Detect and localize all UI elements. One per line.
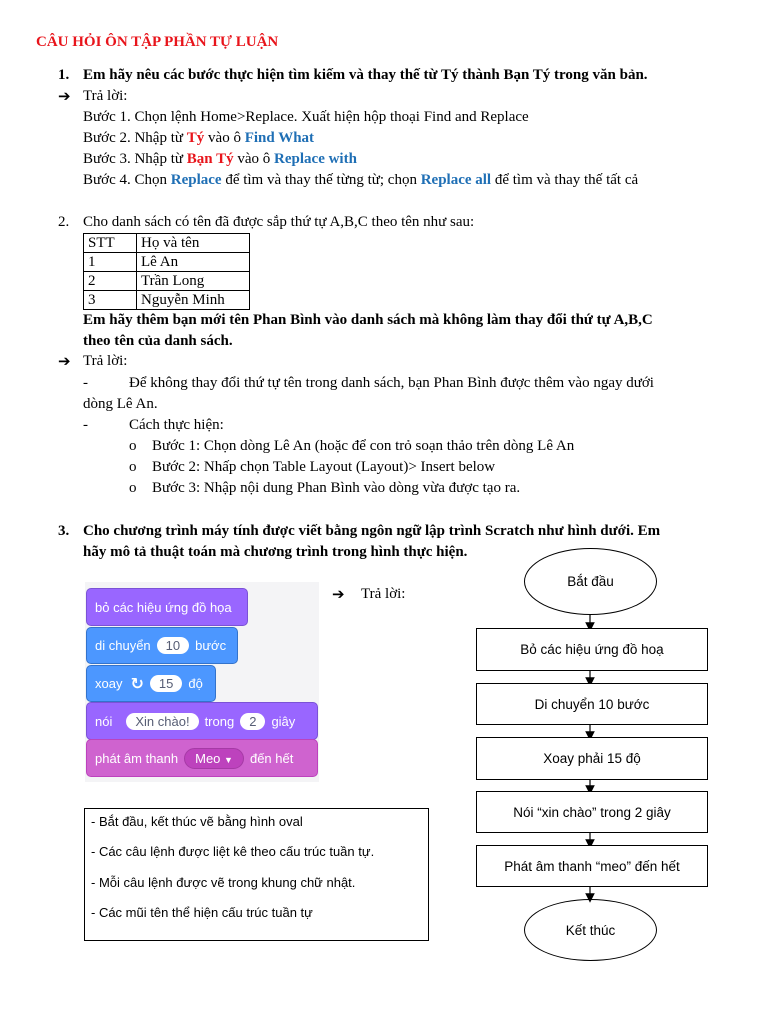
- block-input: 10: [157, 637, 189, 654]
- block-input: 2: [240, 713, 265, 730]
- note-item: - Mỗi câu lệnh được vẽ trong khung chữ nhật.: [91, 875, 356, 890]
- q2-number: 2.: [58, 214, 70, 230]
- q2-substep3: Bước 3: Nhập nội dung Phan Bình vào dòng vừa được tạo ra.: [152, 480, 521, 496]
- table-cell: Nguyễn Minh: [137, 291, 250, 310]
- bullet-marker: o: [129, 459, 137, 475]
- q2-substep2: Bước 2: Nhấp chọn Table Layout (Layout)> Insert below: [152, 459, 496, 475]
- table-header: STT: [84, 234, 137, 253]
- rotate-right-icon: ↻: [130, 674, 144, 693]
- block-label: xoay: [95, 676, 123, 691]
- flowchart-step: [476, 683, 708, 725]
- note-item: - Bắt đầu, kết thúc vẽ bằng hình oval: [91, 814, 303, 829]
- table-cell: 3: [84, 291, 137, 310]
- flowchart-step-label: Xoay phải 15 độ: [543, 751, 641, 766]
- block-label: đến hết: [249, 750, 294, 766]
- bullet-marker: o: [129, 438, 137, 454]
- page-title: CÂU HỎI ÔN TẬP PHẦN TỰ LUẬN: [36, 34, 279, 50]
- bullet-marker: o: [129, 480, 137, 496]
- block-label: di chuyển: [95, 638, 151, 653]
- q1-step4: Bước 4. Chọn Replace để tìm và thay thế từng từ; chọn Replace all để tìm và thay thế tất cả: [83, 172, 639, 188]
- block-label: bước: [195, 638, 227, 653]
- flowchart-step: [476, 628, 708, 671]
- dash-marker: -: [83, 375, 88, 391]
- flowchart-step-label: Bỏ các hiệu ứng đồ hoạ: [520, 642, 664, 657]
- arrow-right-icon: ➔: [332, 585, 345, 603]
- q1-question: Em hãy nêu các bước thực hiện tìm kiếm và thay thế từ Tý thành Bạn Tý trong văn bản.: [83, 67, 648, 83]
- table-cell: 1: [84, 253, 137, 272]
- flowchart-step: [476, 791, 708, 833]
- q3-number: 3.: [58, 523, 70, 539]
- q2-answer1-line1: Để không thay đổi thứ tự tên trong danh sách, bạn Phan Bình được thêm vào ngay dưới: [129, 375, 654, 391]
- block-label: nói: [95, 713, 113, 729]
- arrow-right-icon: ➔: [58, 87, 71, 105]
- q1-number: 1.: [58, 67, 70, 83]
- caret-down-icon: ▼: [224, 754, 233, 765]
- block-dropdown: Meo ▼: [184, 748, 244, 769]
- block-input: 15: [150, 675, 182, 692]
- flowchart-step-label: Di chuyển 10 bước: [534, 696, 650, 712]
- table-cell: Trần Long: [137, 272, 250, 291]
- flowchart-end-oval: [524, 899, 657, 961]
- q2-substep1: Bước 1: Chọn dòng Lê An (hoặc để con trỏ soạn thảo trên dòng Lê An: [152, 438, 575, 454]
- q2-answer2: Cách thực hiện:: [129, 417, 224, 433]
- block-label: phát âm thanh: [95, 750, 179, 766]
- flowchart-step: [476, 737, 708, 780]
- q3-question-line2: hãy mô tả thuật toán mà chương trình trong hình thực hiện.: [83, 544, 468, 560]
- q1-step1: Bước 1. Chọn lệnh Home>Replace. Xuất hiện hộp thoại Find and Replace: [83, 109, 529, 125]
- block-label: giây: [271, 713, 296, 729]
- flowchart-step-label: Phát âm thanh “meo” đến hết: [504, 858, 680, 874]
- dash-marker: -: [83, 417, 88, 433]
- q2-answer-label: Trả lời:: [83, 353, 128, 369]
- flowchart-step: [476, 845, 708, 887]
- note-item: - Các mũi tên thể hiện cấu trúc tuần tự: [91, 905, 313, 920]
- block-label: độ: [188, 676, 203, 691]
- table-cell: 2: [84, 272, 137, 291]
- q1-step2: Bước 2. Nhập từ Tý vào ô Find What: [83, 130, 315, 146]
- flowchart-start-label: Bắt đầu: [567, 574, 614, 589]
- q2-question-line1: Em hãy thêm bạn mới tên Phan Bình vào danh sách mà không làm thay đổi thứ tự A,B,C: [83, 312, 653, 328]
- block-label: bỏ các hiệu ứng đồ họa: [95, 599, 232, 615]
- table-header: Họ và tên: [137, 234, 250, 253]
- q3-question-line1: Cho chương trình máy tính được viết bằng ngôn ngữ lập trình Scratch như hình dưới. Em: [83, 523, 661, 539]
- flowchart-step-label: Nói “xin chào” trong 2 giây: [513, 804, 671, 820]
- note-item: - Các câu lệnh được liệt kê theo cấu trúc tuần tự.: [91, 844, 375, 859]
- block-label: trong: [204, 713, 235, 729]
- q1-answer-label: Trả lời:: [83, 88, 128, 104]
- flowchart-end-label: Kết thúc: [565, 922, 616, 938]
- table-cell: Lê An: [137, 253, 250, 272]
- q3-answer-label: Trả lời:: [361, 586, 406, 602]
- q1-step3: Bước 3. Nhập từ Bạn Tý vào ô Replace with: [83, 151, 357, 167]
- q2-intro: Cho danh sách có tên đã được sắp thứ tự A,B,C theo tên như sau:: [83, 214, 475, 230]
- q2-answer1-line2: dòng Lê An.: [83, 396, 158, 412]
- flowchart-start-oval: [524, 548, 657, 615]
- arrow-right-icon: ➔: [58, 352, 71, 370]
- q2-question-line2: theo tên của danh sách.: [83, 333, 233, 349]
- block-input: Xin chào!: [126, 713, 198, 730]
